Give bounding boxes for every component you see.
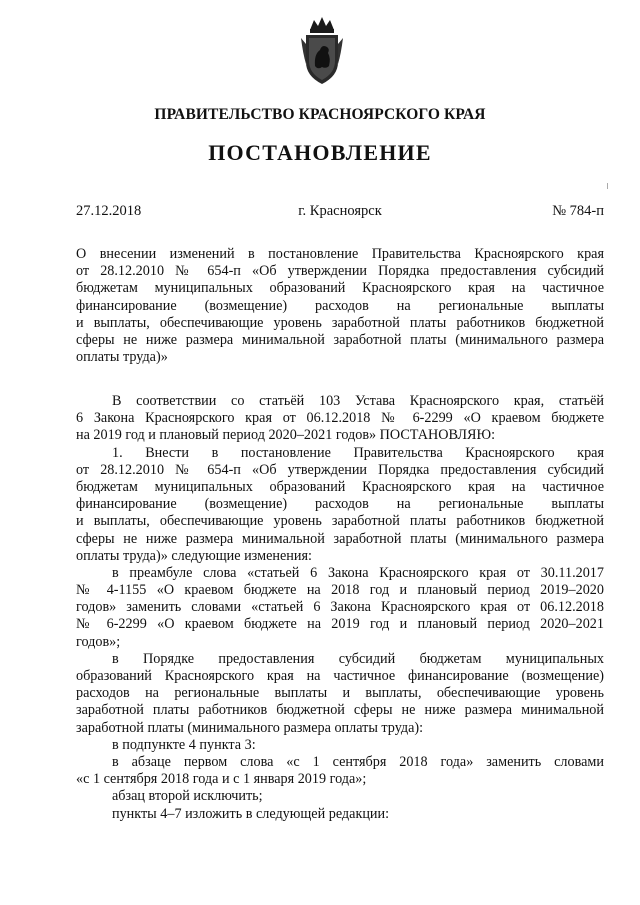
margin-mark — [607, 183, 608, 189]
document-date: 27.12.2018 — [76, 203, 142, 219]
document-title — [76, 246, 604, 366]
body-line: и выплаты, обеспечивающие уровень заработной платы работников бюджетной — [76, 513, 604, 530]
body-line: заработной платы работников бюджетной сферы не ниже размера минимальной — [76, 702, 604, 719]
body-line: абзац второй исключить; — [112, 788, 263, 805]
title-line: финансирование (возмещение) расходов на региональные выплаты — [76, 297, 604, 314]
body-line: финансирование (возмещение) расходов на региональные выплаты — [76, 496, 604, 513]
body-line: 1. Внести в постановление Правительства Красноярского края — [112, 444, 604, 461]
body-line: на 2019 год и плановый период 2020–2021 годов» ПОСТАНОВЛЯЮ: — [76, 427, 496, 444]
document-body — [76, 393, 604, 823]
body-line: годов»; — [76, 633, 121, 650]
body-line: 6 Закона Красноярского края от 06.12.2018 № 6-2299 «О краевом бюджете — [76, 410, 604, 427]
body-line: пункты 4–7 изложить в следующей редакции: — [112, 805, 390, 822]
title-line: сферы не ниже размера минимальной заработной платы (минимального размера — [76, 331, 604, 348]
government-name: ПРАВИТЕЛЬСТВО КРАСНОЯРСКОГО КРАЯ — [154, 106, 486, 123]
title-line: оплаты труда)» — [76, 349, 168, 366]
body-line: бюджетам муниципальных образований Красноярского края на частичное — [76, 478, 604, 495]
body-line: «с 1 сентября 2018 года и с 1 января 2019 года»; — [76, 771, 367, 788]
body-line: годов» заменить словами «статьей 6 Закона Красноярского края от 06.12.2018 — [76, 599, 604, 616]
body-line: оплаты труда)» следующие изменения: — [76, 547, 312, 564]
title-line: бюджетам муниципальных образований Красноярского края на частичное — [76, 280, 604, 297]
body-line: расходов на региональные выплаты и выплаты, обеспечивающие уровень — [76, 685, 604, 702]
document-number: № 784-п — [552, 203, 604, 219]
title-line: и выплаты, обеспечивающие уровень заработной платы работников бюджетной — [76, 314, 604, 331]
body-line: в абзаце первом слова «с 1 сентября 2018 года» заменить словами — [112, 753, 604, 770]
body-line: № 4-1155 «О краевом бюджете на 2018 год и плановый период 2019–2020 — [76, 582, 604, 599]
document-meta-row — [76, 203, 604, 223]
title-line: от 28.12.2010 № 654-п «Об утверждении Порядка предоставления субсидий — [76, 263, 604, 280]
document-city: г. Красноярск — [298, 203, 382, 219]
body-line: заработной платы (минимального размера оплаты труда): — [76, 719, 424, 736]
body-line: в Порядке предоставления субсидий бюджетам муниципальных — [112, 650, 604, 667]
document-type-heading: ПОСТАНОВЛЕНИЕ — [208, 140, 432, 165]
title-line: О внесении изменений в постановление Правительства Красноярского края — [76, 246, 604, 262]
body-line: от 28.12.2010 № 654-п «Об утверждении Порядка предоставления субсидий — [76, 461, 604, 478]
body-line: образований Красноярского края на частичное финансирование (возмещение) — [76, 668, 604, 684]
body-line: в подпункте 4 пункта 3: — [112, 736, 256, 753]
body-line: В соответствии со статьёй 103 Устава Красноярского края, статьёй — [112, 393, 604, 409]
body-line: № 6-2299 «О краевом бюджете на 2019 год и плановый период 2020–2021 — [76, 616, 604, 633]
body-line: сферы не ниже размера минимальной заработной платы (минимального размера — [76, 530, 604, 547]
coat-of-arms-emblem — [300, 14, 344, 88]
body-line: в преамбуле слова «статьей 6 Закона Красноярского края от 30.11.2017 — [112, 564, 604, 581]
